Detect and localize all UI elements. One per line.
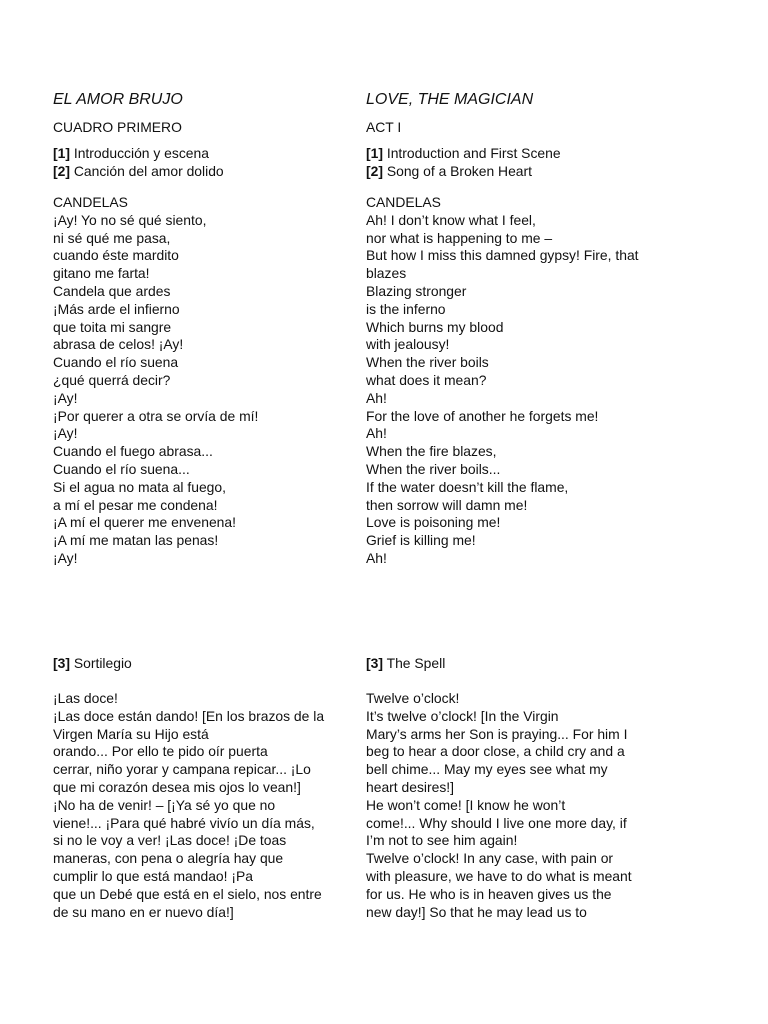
spell-line: Twelve o’clock! <box>366 690 460 706</box>
spanish-lyrics <box>53 194 258 568</box>
lyric-line: If the water doesn’t kill the flame, <box>366 478 569 495</box>
lyric-line: When the river boils... <box>366 460 501 477</box>
english-lyrics <box>366 194 639 568</box>
lyric-line: Cuando el río suena <box>53 354 179 371</box>
lyric-line: ¡A mí el querer me envenena! <box>53 514 236 531</box>
track-label: The Spell <box>386 655 446 671</box>
lyric-line: But how I miss this damned gypsy! Fire, that <box>366 247 639 264</box>
lyric-line: Candela que ardes <box>53 282 171 299</box>
lyric-line: ¡Ay! Yo no sé qué siento, <box>53 211 207 228</box>
track-number: [2] <box>53 163 70 179</box>
spanish-title: EL AMOR BRUJO <box>53 91 183 108</box>
track-label: Sortilegio <box>73 655 132 671</box>
track-label: Canción del amor dolido <box>73 163 224 179</box>
spell-line: maneras, con pena o alegría hay que <box>53 850 284 867</box>
lyric-line: what does it mean? <box>366 371 487 388</box>
spell-line: ¡No ha de venir! – [¡Ya sé yo que no <box>53 796 276 813</box>
lyric-line: ¡Más arde el infierno <box>53 300 180 317</box>
spanish-track-list <box>53 144 224 180</box>
lyric-line: Love is poisoning me! <box>366 514 501 531</box>
spell-line: heart desires!] <box>366 778 455 795</box>
track-label: Song of a Broken Heart <box>386 163 533 179</box>
lyric-line: ¡Ay! <box>53 549 78 566</box>
spell-line: cumplir lo que está mandao! ¡Pa <box>53 867 253 884</box>
spanish-track-3 <box>53 654 132 672</box>
spell-line: viene!... ¡Para qué habré vivío un día más, <box>53 814 315 831</box>
spell-line: It’s twelve o’clock! [In the Virgin <box>366 707 559 724</box>
english-track-3 <box>366 654 445 672</box>
spell-line: with pleasure, we have to do what is meant <box>366 867 632 884</box>
english-title: LOVE, THE MAGICIAN <box>366 91 534 108</box>
lyric-line: Ah! <box>366 389 387 406</box>
track-item <box>53 162 224 180</box>
lyric-line: Si el agua no mata al fuego, <box>53 478 226 495</box>
lyric-line: ni sé qué me pasa, <box>53 229 171 246</box>
spell-line: I’m not to see him again! <box>366 832 518 849</box>
spell-line: que un Debé que está en el sielo, nos entre <box>53 885 322 902</box>
lyric-line: nor what is happening to me – <box>366 229 553 246</box>
spell-line: come!... Why should I live one more day, if <box>366 814 627 831</box>
spell-line: for us. He who is in heaven gives us the <box>366 885 612 902</box>
english-act-heading: ACT I <box>366 119 402 135</box>
lyric-line: cuando éste mardito <box>53 247 179 264</box>
spell-line: He won’t come! [I know he won’t <box>366 796 566 813</box>
lyric-line: ¡Ay! <box>53 389 78 406</box>
lyric-line: Blazing stronger <box>366 282 467 299</box>
lyric-line: then sorrow will damn me! <box>366 496 528 513</box>
track-number: [3] <box>366 655 383 671</box>
lyric-line: ¡Por querer a otra se orvía de mí! <box>53 407 259 424</box>
english-track-list <box>366 144 561 180</box>
track-number: [3] <box>53 655 70 671</box>
lyric-line: gitano me farta! <box>53 265 150 282</box>
lyric-line: is the inferno <box>366 300 446 317</box>
spell-line: bell chime... May my eyes see what my <box>366 761 608 778</box>
lyric-line: with jealousy! <box>366 336 450 353</box>
character-name: CANDELAS <box>366 194 441 210</box>
spanish-spell-text <box>53 690 324 921</box>
track-number: [1] <box>53 145 70 161</box>
lyric-line: ¿qué querrá decir? <box>53 371 171 388</box>
lyric-line: Which burns my blood <box>366 318 504 335</box>
lyric-line: When the fire blazes, <box>366 443 497 460</box>
lyric-line: Ah! <box>366 549 387 566</box>
lyric-line: Cuando el fuego abrasa... <box>53 443 213 460</box>
lyric-line: que toita mi sangre <box>53 318 172 335</box>
spell-line: ¡Las doce están dando! [En los brazos de la <box>53 707 325 724</box>
lyric-line: ¡A mí me matan las penas! <box>53 532 219 549</box>
spell-line: orando... Por ello te pido oír puerta <box>53 743 268 760</box>
spell-line: ¡Las doce! <box>53 690 118 706</box>
track-label: Introduction and First Scene <box>386 145 561 161</box>
track-number: [1] <box>366 145 383 161</box>
spell-line: cerrar, niño yorar y campana repicar... ¡Lo <box>53 761 311 778</box>
lyric-line: For the love of another he forgets me! <box>366 407 599 424</box>
spell-line: si no le voy a ver! ¡Las doce! ¡De toas <box>53 832 287 849</box>
lyric-line: Ah! I don’t know what I feel, <box>366 211 536 228</box>
spell-line: Mary’s arms her Son is praying... For him I <box>366 725 628 742</box>
track-label: Introducción y escena <box>73 145 209 161</box>
lyric-line: Grief is killing me! <box>366 532 476 549</box>
lyric-line: Cuando el río suena... <box>53 460 190 477</box>
lyric-line: blazes <box>366 265 407 282</box>
spell-line: Twelve o’clock! In any case, with pain or <box>366 850 614 867</box>
character-name: CANDELAS <box>53 194 128 210</box>
track-item <box>366 162 561 180</box>
track-item <box>366 144 561 162</box>
track-item <box>53 144 224 162</box>
spell-line: de su mano en er nuevo día!] <box>53 903 234 920</box>
track-number: [2] <box>366 163 383 179</box>
spell-line: que mi corazón desea mis ojos lo vean!] <box>53 778 301 795</box>
lyric-line: ¡Ay! <box>53 425 78 442</box>
spell-line: Virgen María su Hijo está <box>53 725 209 742</box>
lyric-line: abrasa de celos! ¡Ay! <box>53 336 184 353</box>
spanish-act-heading: CUADRO PRIMERO <box>53 119 182 135</box>
english-spell-text <box>366 690 632 921</box>
lyric-line: Ah! <box>366 425 387 442</box>
lyric-line: When the river boils <box>366 354 489 371</box>
lyric-line: a mí el pesar me condena! <box>53 496 218 513</box>
spell-line: new day!] So that he may lead us to <box>366 903 587 920</box>
spell-line: beg to hear a door close, a child cry and a <box>366 743 625 760</box>
